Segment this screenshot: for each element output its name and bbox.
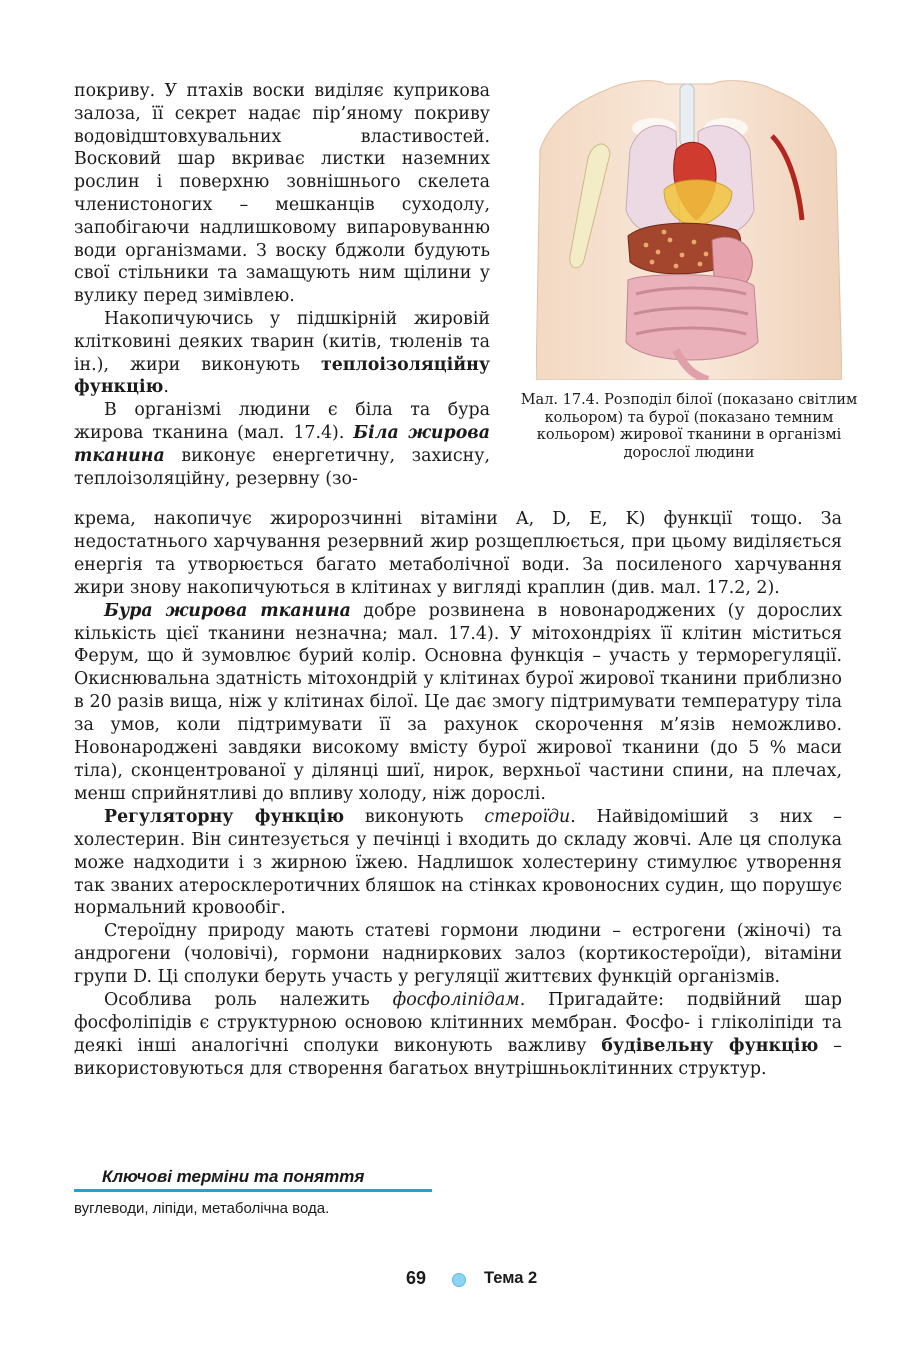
topic-label: Тема 2 — [484, 1269, 538, 1287]
left-text-column — [74, 80, 490, 490]
key-terms-list: вуглеводи, ліпіди, метаболічна вода. — [74, 1200, 330, 1217]
term-building-function: будівельну функцію — [601, 1035, 819, 1056]
term-regulatory-function: Регуляторну функцію — [104, 806, 345, 827]
figure-caption: Мал. 17.4. Розподіл білої (показано світлим кольором) та бурої (показано темним кольором) жирової тканини в організмі дорослої людини — [520, 392, 858, 461]
key-terms-underline — [74, 1189, 432, 1192]
page-number: 69 — [406, 1268, 427, 1288]
paragraph-thermal-insulation: Накопичуючись у підшкірній жировій клітковині деяких тварин (китів, тюленів та ін.), жири виконують теплоізоляційну функцію. — [74, 308, 490, 398]
term-white-fat: Біла жирова тканина — [74, 422, 490, 466]
main-text-column — [74, 508, 842, 1081]
torso-illustration — [536, 80, 842, 380]
key-terms-heading: Ключові терміни та поняття — [102, 1167, 365, 1186]
term-thermal-insulation: теплоізоляційну функцію — [74, 354, 490, 398]
figure-body-fat-distribution — [536, 80, 842, 380]
paragraph-wax: покриву. У птахів воски виділяє куприкова залоза, її секрет надає пір’яному покриву водовідштовхувальних властивостей. Восковий шар вкриває листки наземних рослин і поверхню зовнішнього скелета членистоногих – мешканців суходолу, запобігаючи надлишковому випаровуванню води організмами. З воску бджоли будують свої стільники та замащують ним щілини у вулику перед зимівлею. — [74, 81, 490, 307]
paragraph-brown-fat: Бура жирова тканина добре розвинена в новонароджених (у дорослих кількість цієї тканини незначна; мал. 17.4). У мітохондріях її клітин міститься Ферум, що й зумовлює бурий колір. Основна функція – участь у терморегуляції. Окиснювальна здатність мітохондрій у клітинах бурої жирової тканини приблизно в 20 разів вища, ніж у клітинах білої. Це дає змогу підтримувати температуру тіла за умов, коли підтримувати її за рахунок скорочення м’язів неможливо. Новонароджені завдяки високому вмісту бурої жирової тканини (до 5 % маси тіла), сконцентрованої у ділянці шиї, нирок, верхньої частини спини, на плечах, менш сприйнятливі до впливу холоду, ніж дорослі. — [74, 600, 842, 804]
paragraph-white-fat-cont: крема, накопичує жиророзчинні вітаміни A, D, E, K) функції тощо. За недостатнього харчування резервний жир розщеплюється, при цьому виділяється енергія та утворюється багато метаболічної води. За посиленого харчування жири знову накопичуються в клітинах у вигляді краплин (див. мал. 17.2, 2). — [74, 509, 842, 598]
paragraph-white-fat-intro: В організмі людини є біла та бура жирова тканина (мал. 17.4). Біла жирова тканина виконує енергетичну, захисну, теплоізоляційну, резервну (зо- — [74, 400, 490, 489]
page-footer — [0, 1268, 918, 1292]
term-steroids: стероїди — [484, 806, 571, 827]
term-brown-fat: Бура жирова тканина — [104, 600, 351, 621]
paragraph-steroid-hormones: Стероїдну природу мають статеві гормони людини – естрогени (жіночі) та андрогени (чоловічі), гормони надниркових залоз (кортикостероїди), вітаміни групи D. Ці сполуки беруть участь у регуляції життєвих функцій організмів. — [74, 921, 842, 988]
circle-bullet-icon — [452, 1273, 466, 1287]
paragraph-regulatory: Регуляторну функцію виконують стероїди. Найвідоміший з них – холестерин. Він синтезується у печінці і входить до складу жовчі. Але ця сполука може надходити і з жирною їжею. Надлишок холестерину стимулює утворення так званих атеросклеротичних бляшок на стінках кровоносних судин, що порушує нормальний кровообіг. — [74, 806, 842, 919]
term-phospholipids: фосфоліпідам — [392, 990, 520, 1011]
paragraph-phospholipids: Особлива роль належить фосфоліпідам. Пригадайте: подвійний шар фосфоліпідів є структурною основою клітинних мембран. Фосфо- і гліколіпіди та деякі інші аналогічні сполуки виконують важливу будівельну функцію – використовуються для створення багатьох внутрішньоклітинних структур. — [74, 990, 842, 1079]
